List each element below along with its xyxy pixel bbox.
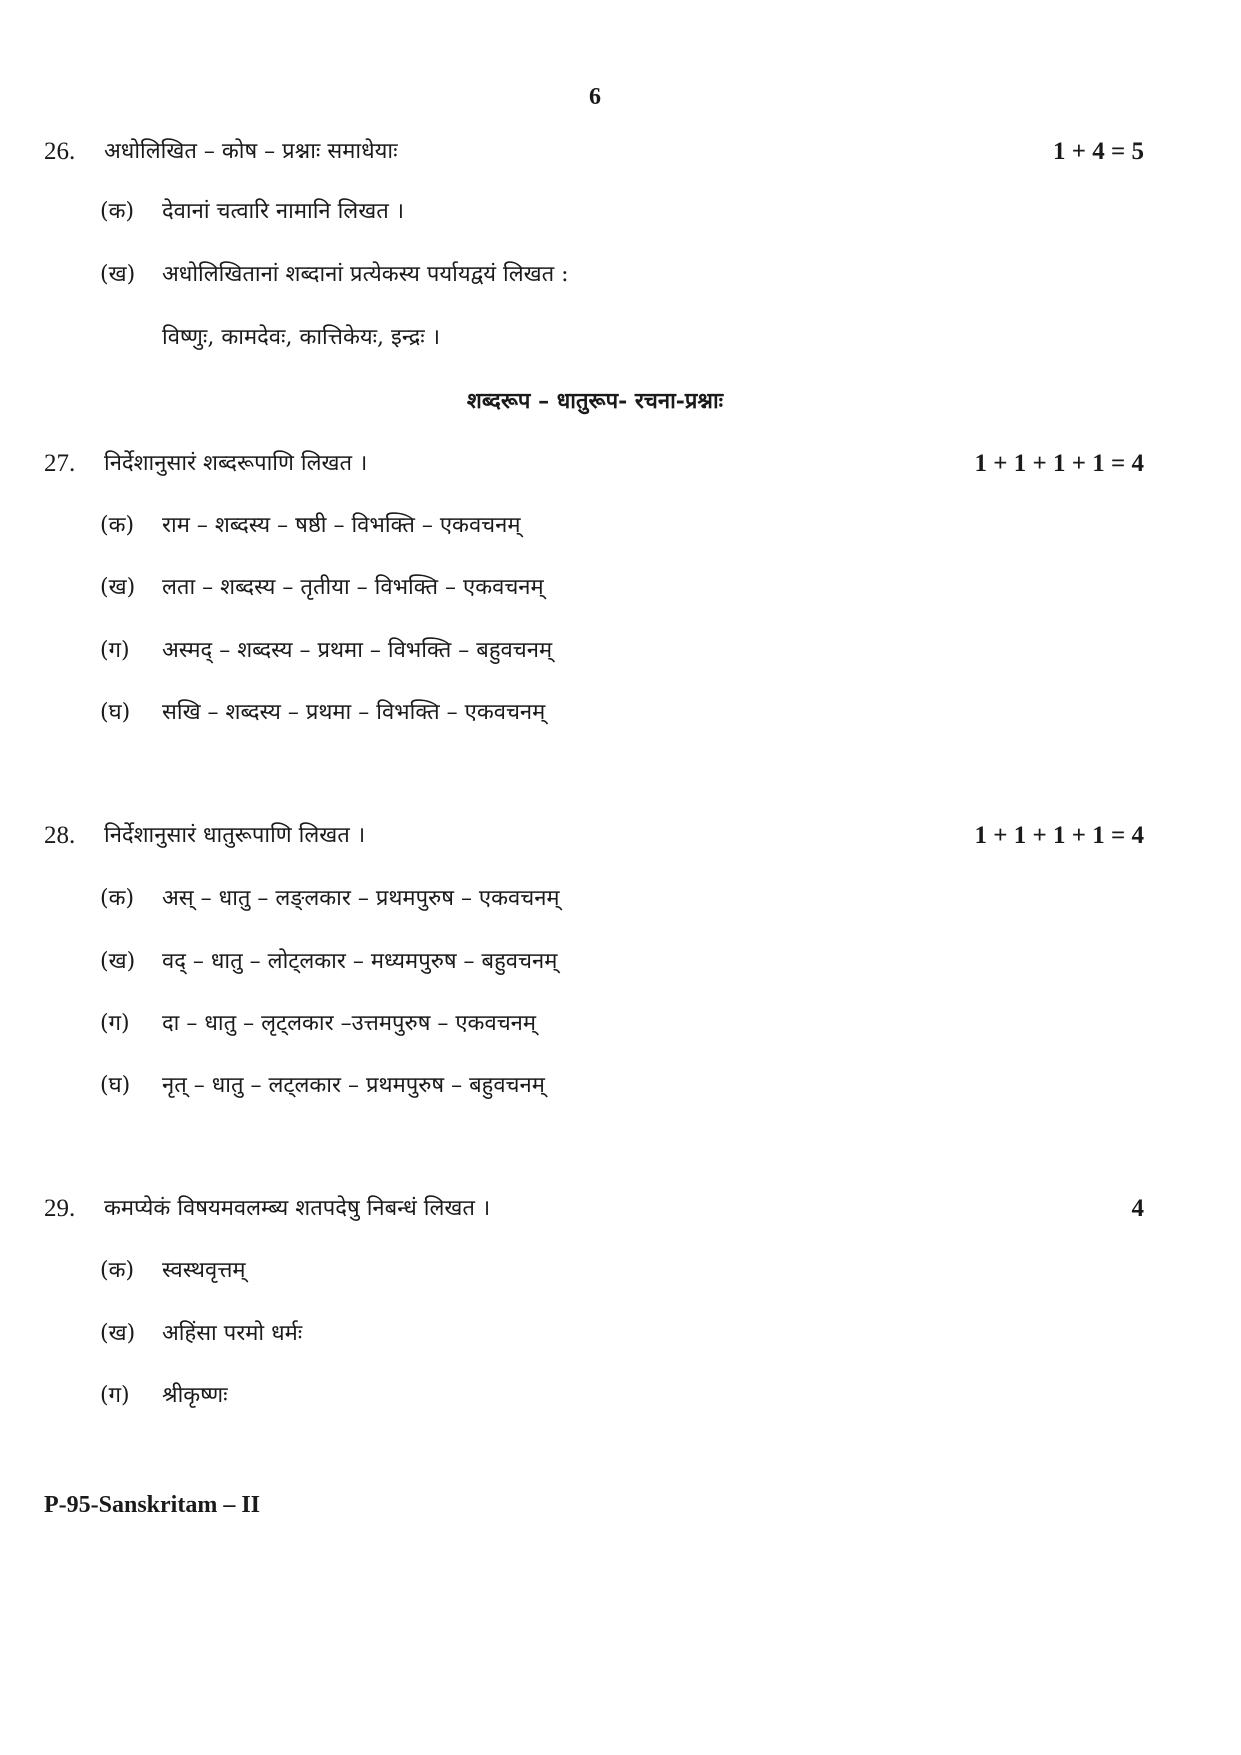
sub-question-text: स्वस्थवृत्तम् [162,1258,246,1283]
sub-question [100,1316,302,1352]
sub-question [100,1378,228,1414]
question-26 [44,134,1144,170]
sub-question-label: (क) [100,1258,135,1283]
question-27 [44,446,1144,482]
question-29 [44,1191,1144,1227]
question-text: अधोलिखित – कोष – प्रश्नाः समाधेयाः [104,139,398,164]
sub-question-text: दा – धातु – लृट्लकार –उत्तमपुरुष – एकवचनम् [162,1011,537,1036]
synonym-words-list: विष्णुः, कामदेवः, कात्तिकेयः, इन्द्रः । [162,325,441,350]
page-number: 6 [589,84,601,110]
sub-question [100,695,545,731]
question-28 [44,818,1144,854]
sub-question-text: श्रीकृष्णः [162,1383,228,1408]
sub-question [100,633,552,669]
question-text: निर्देशानुसारं शब्दरूपाणि लिखत । [104,451,368,476]
sub-question-text: लता – शब्दस्य – तृतीया – विभक्ति – एकवचनम् [162,575,544,600]
question-marks: 1 + 1 + 1 + 1 = 4 [974,450,1144,477]
sub-question-text: वद् – धातु – लोट्लकार – मध्यमपुरुष – बहुवचनम् [162,949,558,974]
sub-question-text: राम – शब्दस्य – षष्ठी – विभक्ति – एकवचनम् [162,513,521,538]
sub-question [100,508,521,544]
sub-question-label: (घ) [100,1073,131,1098]
sub-question [100,257,569,293]
question-marks: 1 + 1 + 1 + 1 = 4 [974,822,1144,849]
question-number: 29. [44,1195,76,1222]
sub-question [100,1253,246,1289]
sub-question-label: (ग) [100,1011,130,1036]
question-text: निर्देशानुसारं धातुरूपाणि लिखत । [104,823,366,848]
question-number: 28. [44,822,76,849]
question-number: 27. [44,450,76,477]
question-text: कमप्येकं विषयमवलम्ब्य शतपदेषु निबन्धं लिखत । [104,1196,491,1221]
sub-question [100,1006,536,1042]
sub-question-label: (क) [100,886,135,911]
paper-code: P-95-Sanskritam – II [44,1492,261,1518]
question-marks: 1 + 4 = 5 [1053,138,1144,165]
sub-question-text: नृत् – धातु – लट्लकार – प्रथमपुरुष – बहुवचनम् [162,1073,545,1098]
sub-question-label: (घ) [100,700,131,725]
sub-question [100,194,404,230]
sub-question-text: अहिंसा परमो धर्मः [162,1321,303,1346]
sub-question-text: सखि – शब्दस्य – प्रथमा – विभक्ति – एकवचनम् [162,700,546,725]
sub-question [100,1068,545,1104]
sub-question-text: अस् – धातु – लङ्लकार – प्रथमपुरुष – एकवचनम् [162,886,560,911]
sub-question-text: अस्मद् – शब्दस्य – प्रथमा – विभक्ति – बहुवचनम् [162,638,553,663]
sub-question-label: (ग) [100,638,130,663]
sub-question-text: देवानां चत्वारि नामानि लिखत । [162,199,405,224]
sub-question [100,881,560,917]
sub-question-label: (ख) [100,262,136,287]
sub-question-label: (ख) [100,575,136,600]
sub-question-label: (क) [100,513,135,538]
sub-question [100,570,544,606]
sub-question-text: अधोलिखितानां शब्दानां प्रत्येकस्य पर्यायद्वयं लिखत : [162,262,569,287]
sub-question-label: (ग) [100,1383,130,1408]
sub-question [100,944,557,980]
section-heading: शब्दरूप – धातुरूप- रचना-प्रश्नाः [466,388,724,414]
sub-question-label: (ख) [100,1321,136,1346]
question-number: 26. [44,138,76,165]
sub-question-label: (क) [100,199,135,224]
sub-question-label: (ख) [100,949,136,974]
question-marks: 4 [1131,1195,1144,1222]
